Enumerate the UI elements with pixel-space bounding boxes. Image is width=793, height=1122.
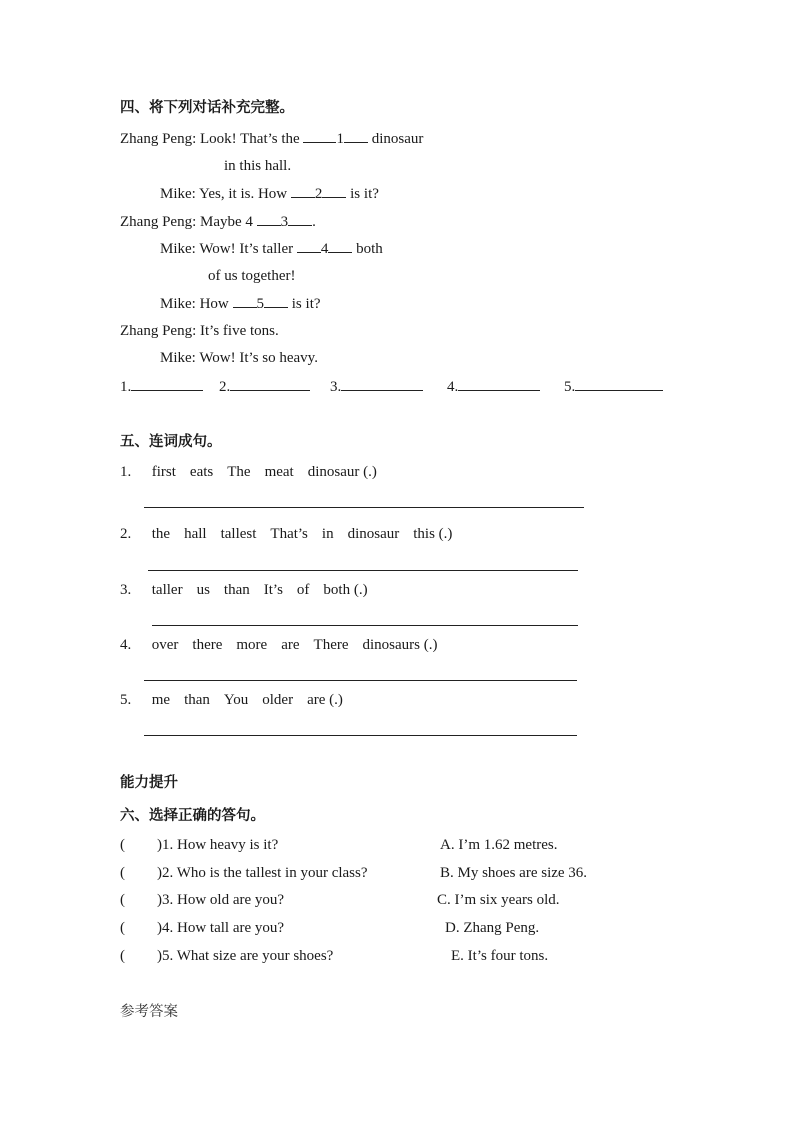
question-5: ( )5. What size are your shoes? [120,948,334,964]
blank-3-left [257,212,281,226]
dialogue-line-5: Mike: Wow! It’s taller 4 both [160,241,383,257]
blank-2-right [322,184,346,198]
answer-line-2[interactable] [148,570,578,571]
dialogue-line-2: in this hall. [224,158,292,174]
word-list: first eats The meat dinosaur (.) [151,464,377,480]
reorder-item-3 [120,581,368,599]
dialogue-line-1: Zhang Peng: Look! That’s the 1 dinosaur [120,131,424,147]
reorder-item-2 [120,525,452,543]
dialogue-line-9: Mike: Wow! It’s so heavy. [160,350,318,366]
option-d: D. Zhang Peng. [445,920,540,936]
dialogue-line-3: Mike: Yes, it is. How 2 is it? [160,186,379,202]
speaker: Zhang Peng: [120,214,197,230]
blank-3-right [288,212,312,226]
answer-slot-3[interactable]: 3. [330,377,423,396]
dialogue-line-6: of us together! [208,268,296,284]
blank-2-left [291,184,315,198]
answer-slot-2[interactable]: 2. [219,377,310,396]
blank-4-right [328,239,352,253]
word-list: over there more are There dinosaurs (.) [151,637,438,653]
question-1: ( )1. How heavy is it? [120,837,279,853]
answer-line-1[interactable] [144,507,584,508]
speaker: Mike: [160,350,196,366]
section-5-heading: 五、连词成句。 [120,434,222,450]
answer-slot-1[interactable]: 1. [120,377,203,396]
blank-5-left [233,294,257,308]
speaker: Zhang Peng: [120,323,197,339]
blank-1-right [344,129,368,143]
blank-4-left [297,239,321,253]
reference-answer-heading: 参考答案 [120,1004,178,1020]
answer-slot-4[interactable]: 4. [447,377,540,396]
word-list: me than You older are (.) [151,692,343,708]
question-2: ( )2. Who is the tallest in your class? [120,865,368,881]
section-4-heading: 四、将下列对话补充完整。 [120,100,294,116]
speaker: Zhang Peng: [120,131,197,147]
blank-number: 5 [256,296,265,312]
blank-number: 2 [314,186,323,202]
answer-line-4[interactable] [144,680,577,681]
word-list: taller us than It’s of both (.) [151,582,368,598]
reorder-item-4 [120,636,438,654]
question-3: ( )3. How old are you? [120,892,285,908]
dialogue-line-4: Zhang Peng: Maybe 4 3 . [120,214,316,230]
speaker: Mike: [160,186,196,202]
blank-5-right [264,294,288,308]
answer-line-5[interactable] [144,735,577,736]
item-number: 5. [120,692,132,708]
option-b: B. My shoes are size 36. [440,865,588,881]
item-number: 2. [120,526,132,542]
blank-1-left [303,129,336,143]
reorder-item-1 [120,463,377,481]
reorder-item-5 [120,691,343,709]
answer-line-3[interactable] [152,625,578,626]
item-number: 3. [120,582,132,598]
section-6-heading: 六、选择正确的答句。 [120,808,265,824]
question-4: ( )4. How tall are you? [120,920,285,936]
speaker: Mike: [160,296,196,312]
option-e: E. It’s four tons. [451,948,549,964]
blank-number: 1 [336,131,344,147]
word-list: the hall tallest That’s in dinosaur this (.) [151,526,453,542]
speaker: Mike: [160,241,196,257]
item-number: 4. [120,637,132,653]
option-c: C. I’m six years old. [437,892,560,908]
dialogue-line-8: Zhang Peng: It’s five tons. [120,323,279,339]
dialogue-line-7: Mike: How 5 is it? [160,296,321,312]
answer-slot-5[interactable]: 5. [564,377,663,396]
item-number: 1. [120,464,132,480]
ability-heading: 能力提升 [120,775,178,791]
blank-number: 4 [320,241,329,257]
blank-number: 3 [280,214,289,230]
option-a: A. I’m 1.62 metres. [440,837,558,853]
